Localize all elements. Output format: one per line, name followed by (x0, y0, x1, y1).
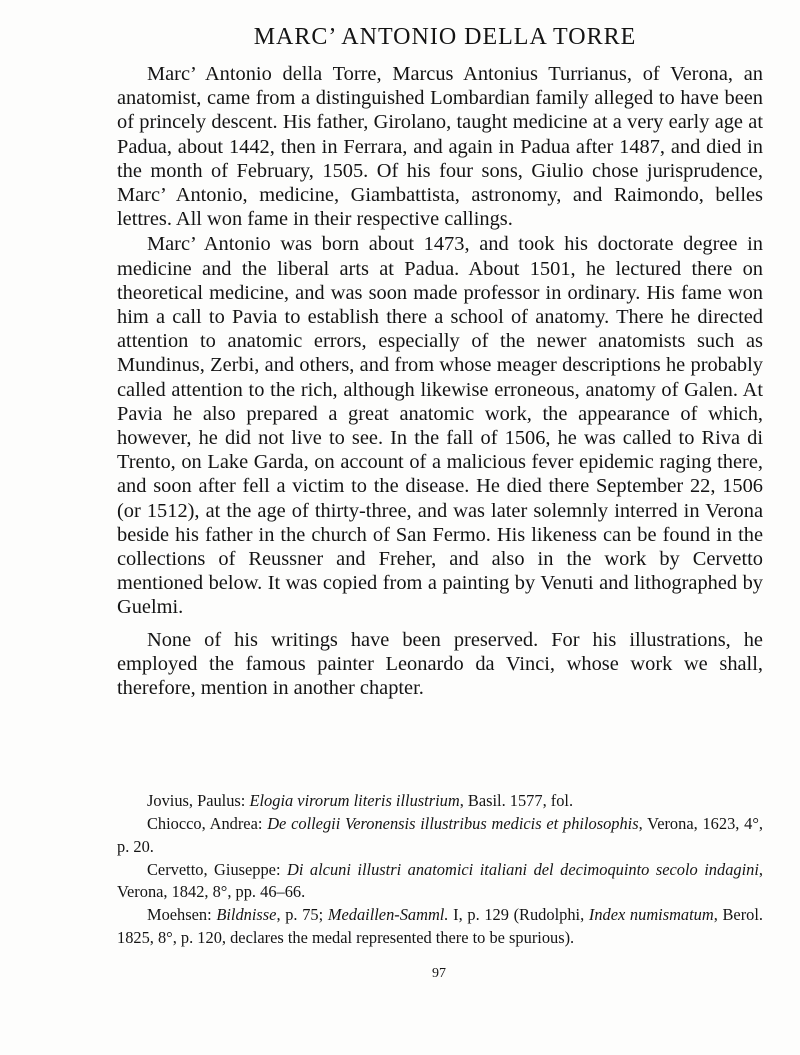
ref-details: , Basil. 1577, fol. (459, 791, 574, 810)
ref-author: Chiocco, Andrea: (147, 814, 263, 834)
ref-details-2: I, p. 129 (Rudolphi, (453, 905, 585, 925)
chapter-title: MARC’ ANTONIO DELLA TORRE (253, 24, 637, 50)
reference-3 (117, 859, 763, 904)
ref-author: Cervetto, Giuseppe: (147, 859, 281, 879)
ref-details-3: , Berol. 1825, 8°, p. 120, declares the medal represented there to be spurious). (117, 905, 764, 947)
ref-title-2: Medaillen-Samml. (327, 905, 449, 925)
ref-title: Bildnisse (216, 905, 277, 925)
page-number: 97 (432, 966, 446, 981)
paragraph-2: Marc’ Antonio was born about 1473, and took his doctorate degree in medicine and the liberal arts at Padua. About 1501, he lectured there on theoretical medicine, and was soon made professor in ordinary. His fame won him a call to Pavia to establish there a school of anatomy. There he directed attention to anatomic errors, especially of the newer anatomists such as Mundinus, Zerbi, and others, and from whose meager descriptions he probably called attention to the rich, although likewise erroneous, anatomy of Galen. At Pavia he also prepared a great anatomic work, the appearance of which, however, he did not live to see. In the fall of 1506, he was called to Riva di Trento, on Lake Garda, on account of a malicious fever epidemic raging there, and soon after fell a victim to the disease. He died there September 22, 1506 (or 1512), at the age of thirty-three, and was later solemnly interred in Verona beside his father in the church of San Fermo. His likeness can be found in the collections of Reussner and Freher, and also in the work by Cervetto mentioned below. It was copied from a painting by Venuti and lithographed by Guelmi. (117, 233, 763, 619)
body-text (117, 62, 763, 700)
ref-title-3: Index numismatum (588, 905, 714, 925)
ref-title: Di alcuni illustri anatomici italiani del decimoquinto secolo indagini (287, 859, 759, 879)
paragraph-1: Marc’ Antonio della Torre, Marcus Antonius Turrianus, of Verona, an anatomist, came from a distinguished Lombardian family alleged to have been of princely descent. His father, Girolano, taught medicine at a very early age at Padua, about 1442, then in Ferrara, and again in Padua after 1487, and died in the month of February, 1505. Of his four sons, Giulio chose jurisprudence, Marc’ Antonio, medicine, Giambattista, astronomy, and Raimondo, belles lettres. All won fame in their respective callings. (117, 63, 763, 231)
ref-title: De collegii Veronensis illustribus medicis et philosophis (267, 814, 639, 834)
reference-1 (117, 790, 763, 812)
bibliography (117, 790, 763, 950)
paragraph-3: None of his writings have been preserved. For his illustrations, he employed the famous painter Leonardo da Vinci, whose work we shall, therefore, mention in another chapter. (117, 628, 763, 700)
ref-details: , Verona, 1842, 8°, pp. 46–66. (117, 859, 763, 902)
ref-details: , Verona, 1623, 4°, p. 20. (117, 814, 764, 856)
reference-4 (117, 904, 763, 949)
reference-2 (117, 813, 763, 858)
ref-author: Moehsen: (147, 905, 212, 925)
ref-author: Jovius, Paulus: (147, 791, 246, 810)
ref-title: Elogia virorum literis illustrium (249, 791, 460, 810)
ref-details: , p. 75; (276, 905, 324, 925)
